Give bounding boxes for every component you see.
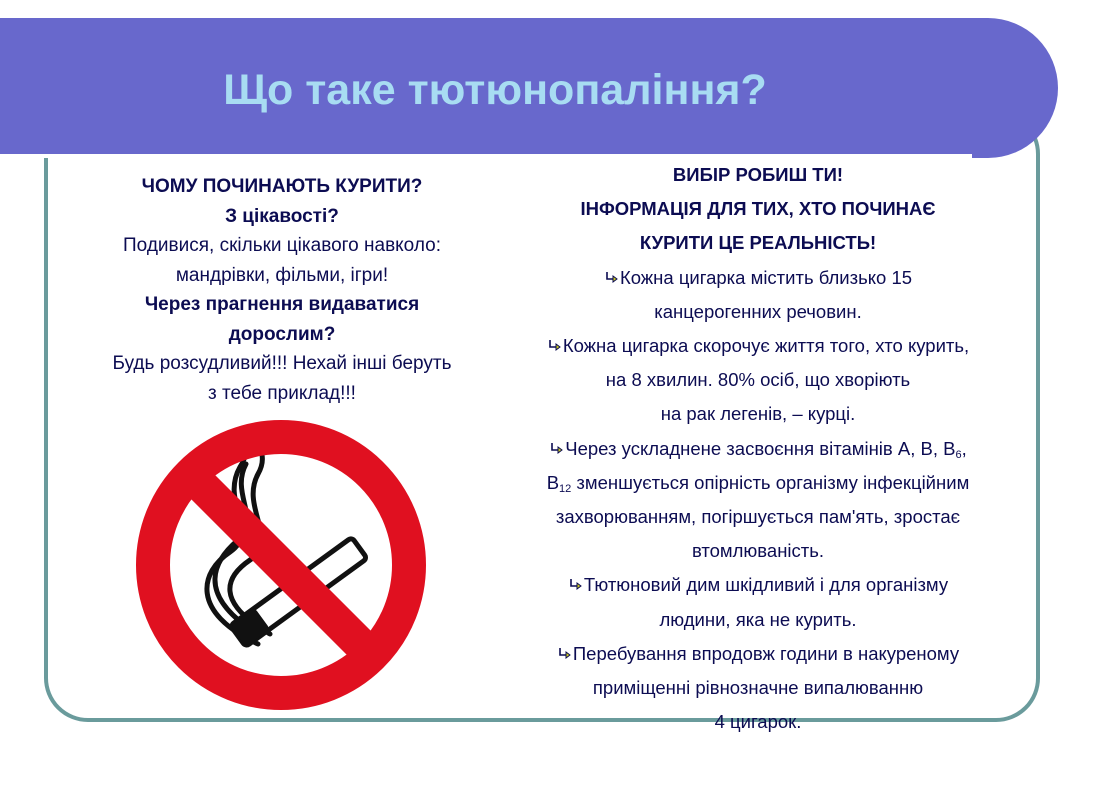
info-heading-line1: ІНФОРМАЦІЯ ДЛЯ ТИХ, ХТО ПОЧИНАЄ <box>580 198 936 220</box>
right-column <box>488 158 1028 739</box>
page-title: Що таке тютюнопаління? <box>223 66 767 114</box>
fact-carcinogens-line2: канцерогенних речовин. <box>654 300 862 322</box>
curiosity-answer-line2: мандрівки, фільми, ігри! <box>175 264 389 286</box>
fact-smoke-line2: людини, яка не курить. <box>659 608 857 630</box>
fact-room-line2: приміщенні рівнозначне випалюванню <box>592 677 924 699</box>
fact-room-line3: 4 цигарок. <box>714 711 802 733</box>
left-column <box>60 172 504 408</box>
arrow-bullet-icon <box>568 578 584 592</box>
fact-vitamins-line2: $В_{12}$ зменшується опірність організму інфекційним <box>546 471 970 495</box>
arrow-bullet-icon <box>604 271 620 285</box>
fact-vitamins-line1: Через ускладнене засвоєння вітамінів А, В, $В_6$, <box>488 432 1028 466</box>
fact-carcinogens-line1: Кожна цигарка містить близько 15 <box>488 261 1028 295</box>
fact-vitamins-line3: захворюванням, погіршується пам'ять, зростає <box>555 506 961 528</box>
fact-life-line2: на 8 хвилин. 80% осіб, що хворіють <box>605 369 911 391</box>
why-start-heading: ЧОМУ ПОЧИНАЮТЬ КУРИТИ? <box>141 176 423 197</box>
info-heading-line2: КУРИТИ ЦЕ РЕАЛЬНІСТЬ! <box>639 232 877 254</box>
fact-life-line1: Кожна цигарка скорочує життя того, хто курить, <box>488 329 1028 363</box>
curiosity-answer-line1: Подивися, скільки цікавого навколо: <box>123 235 441 256</box>
fact-smoke-line1: Тютюновий дим шкідливий і для організму <box>488 568 1028 602</box>
choice-heading: ВИБІР РОБИШ ТИ! <box>672 164 844 185</box>
no-smoking-icon <box>130 412 432 718</box>
fact-life-line3: на рак легенів, – курці. <box>660 403 856 425</box>
fact-room-line1: Перебування впродовж години в накуреному <box>488 637 1028 671</box>
arrow-bullet-icon <box>549 442 565 456</box>
adult-answer-line1: Будь розсудливий!!! Нехай інші беруть <box>112 353 452 374</box>
adult-question-line2: дорослим? <box>228 323 336 345</box>
arrow-bullet-icon <box>547 339 563 353</box>
fact-vitamins-line4: втомлюваність. <box>691 540 825 562</box>
adult-answer-line2: з тебе приклад!!! <box>208 382 356 404</box>
adult-question-line1: Через прагнення видаватися <box>144 294 420 315</box>
curiosity-question: З цікавості? <box>225 205 339 227</box>
arrow-bullet-icon <box>557 647 573 661</box>
